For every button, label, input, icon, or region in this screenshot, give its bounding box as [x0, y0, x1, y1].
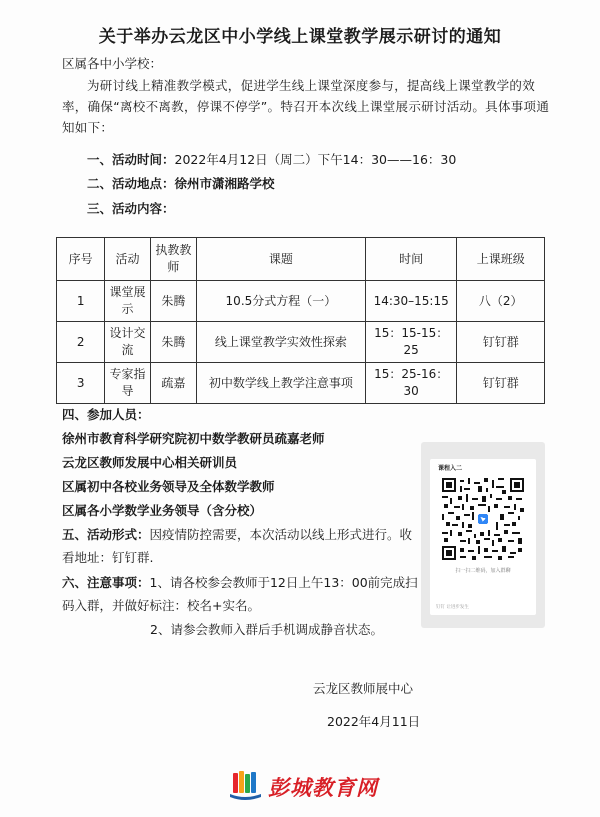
table-cell: 钉钉群: [457, 363, 545, 404]
participants-label: 四、参加人员：: [62, 407, 150, 422]
header-cell: 上课班级: [457, 238, 545, 281]
table-cell: 15：15-15：25: [365, 322, 457, 363]
participant-line: 区属初中各校业务领导及全体数学教师: [62, 479, 275, 494]
form-label: 五、活动形式：: [62, 527, 150, 542]
time-label: 一、活动时间：: [87, 152, 175, 167]
table-cell: 疏嘉: [150, 363, 196, 404]
intro-paragraph: 为研讨线上精准教学模式，促进学生线上课堂深度参与，提高线上课堂教学的效率，确保“离校不离教，停课不停学”。特召开本次线上课堂展示研讨活动。具体事项通知如下：: [62, 78, 550, 135]
notes-text-continued: 码入群，并做好标注：校名+实名。: [62, 598, 260, 613]
watermark-text: 彭城教育网: [268, 776, 378, 800]
content-label: 三、活动内容：: [87, 201, 175, 216]
table-cell: 2: [57, 322, 105, 363]
notes-item-2: 2、请参会教师入群后手机调成静音状态。: [150, 622, 383, 637]
place-label: 二、活动地点：: [87, 176, 175, 191]
notes-text: 1、请各校参会教师于12日上午13：00前完成扫: [149, 575, 418, 590]
table-cell: 线上课堂教学实效性探索: [197, 322, 366, 363]
signature-org: 云龙区教师展中心: [313, 681, 414, 696]
qr-header: 课程入二: [438, 465, 463, 472]
qr-footer: 钉钉 让进步发生: [436, 605, 469, 610]
watermark-logo: [228, 770, 378, 802]
activity-time: [87, 150, 456, 170]
form-text-continued: 看地址：钉钉群.: [62, 550, 154, 565]
table-row: [57, 363, 545, 404]
table-cell: 3: [57, 363, 105, 404]
time-value: 2022年4月12日（周二）下午14：30——16：30: [174, 152, 457, 167]
header-cell: 时间: [365, 238, 457, 281]
header-cell: 课题: [197, 238, 366, 281]
qr-code-panel: [430, 459, 536, 615]
place-value: 徐州市潇湘路学校: [174, 176, 275, 191]
schedule-table: [56, 237, 545, 404]
notice-title: 关于举办云龙区中小学线上课堂教学展示研讨的通知: [98, 27, 502, 47]
form-text: 因疫情防控需要，本次活动以线上形式进行。收: [149, 527, 413, 542]
qr-caption: 扫一扫二维码，加入群聊: [455, 568, 511, 574]
header-cell: 活动: [105, 238, 150, 281]
table-cell: 朱腾: [150, 281, 196, 322]
table-cell: 14:30–15:15: [365, 281, 457, 322]
qr-code-image[interactable]: [442, 478, 524, 560]
salutation: 区属各中小学校：: [62, 56, 163, 71]
participant-line: 区属各小学数学业务领导（含分校）: [62, 503, 263, 518]
table-cell: 八（2）: [457, 281, 545, 322]
book-logo-icon: [228, 770, 264, 802]
participant-line: 云龙区教师发展中心相关研训员: [62, 455, 238, 470]
table-cell: 15：25-16：30: [365, 363, 457, 404]
table-cell: 10.5分式方程（一）: [197, 281, 366, 322]
table-cell: 朱腾: [150, 322, 196, 363]
notes-label: 六、注意事项：: [62, 575, 150, 590]
signature-date: 2022年4月11日: [327, 714, 421, 729]
table-row: [57, 281, 545, 322]
notes-line: [62, 573, 418, 593]
participant-line: 徐州市教育科学研究院初中数学教研员疏嘉老师: [62, 431, 325, 446]
table-row: [57, 322, 545, 363]
table-header-row: [57, 238, 545, 281]
table-cell: 钉钉群: [457, 322, 545, 363]
table-cell: 专家指导: [105, 363, 150, 404]
header-cell: 序号: [57, 238, 105, 281]
header-cell: 执教教师: [150, 238, 196, 281]
table-cell: 设计交流: [105, 322, 150, 363]
table-cell: 1: [57, 281, 105, 322]
qr-code-card: [421, 442, 545, 628]
activity-place: [87, 174, 275, 194]
form-line: [62, 525, 412, 545]
table-cell: 课堂展示: [105, 281, 150, 322]
table-cell: 初中数学线上教学注意事项: [197, 363, 366, 404]
